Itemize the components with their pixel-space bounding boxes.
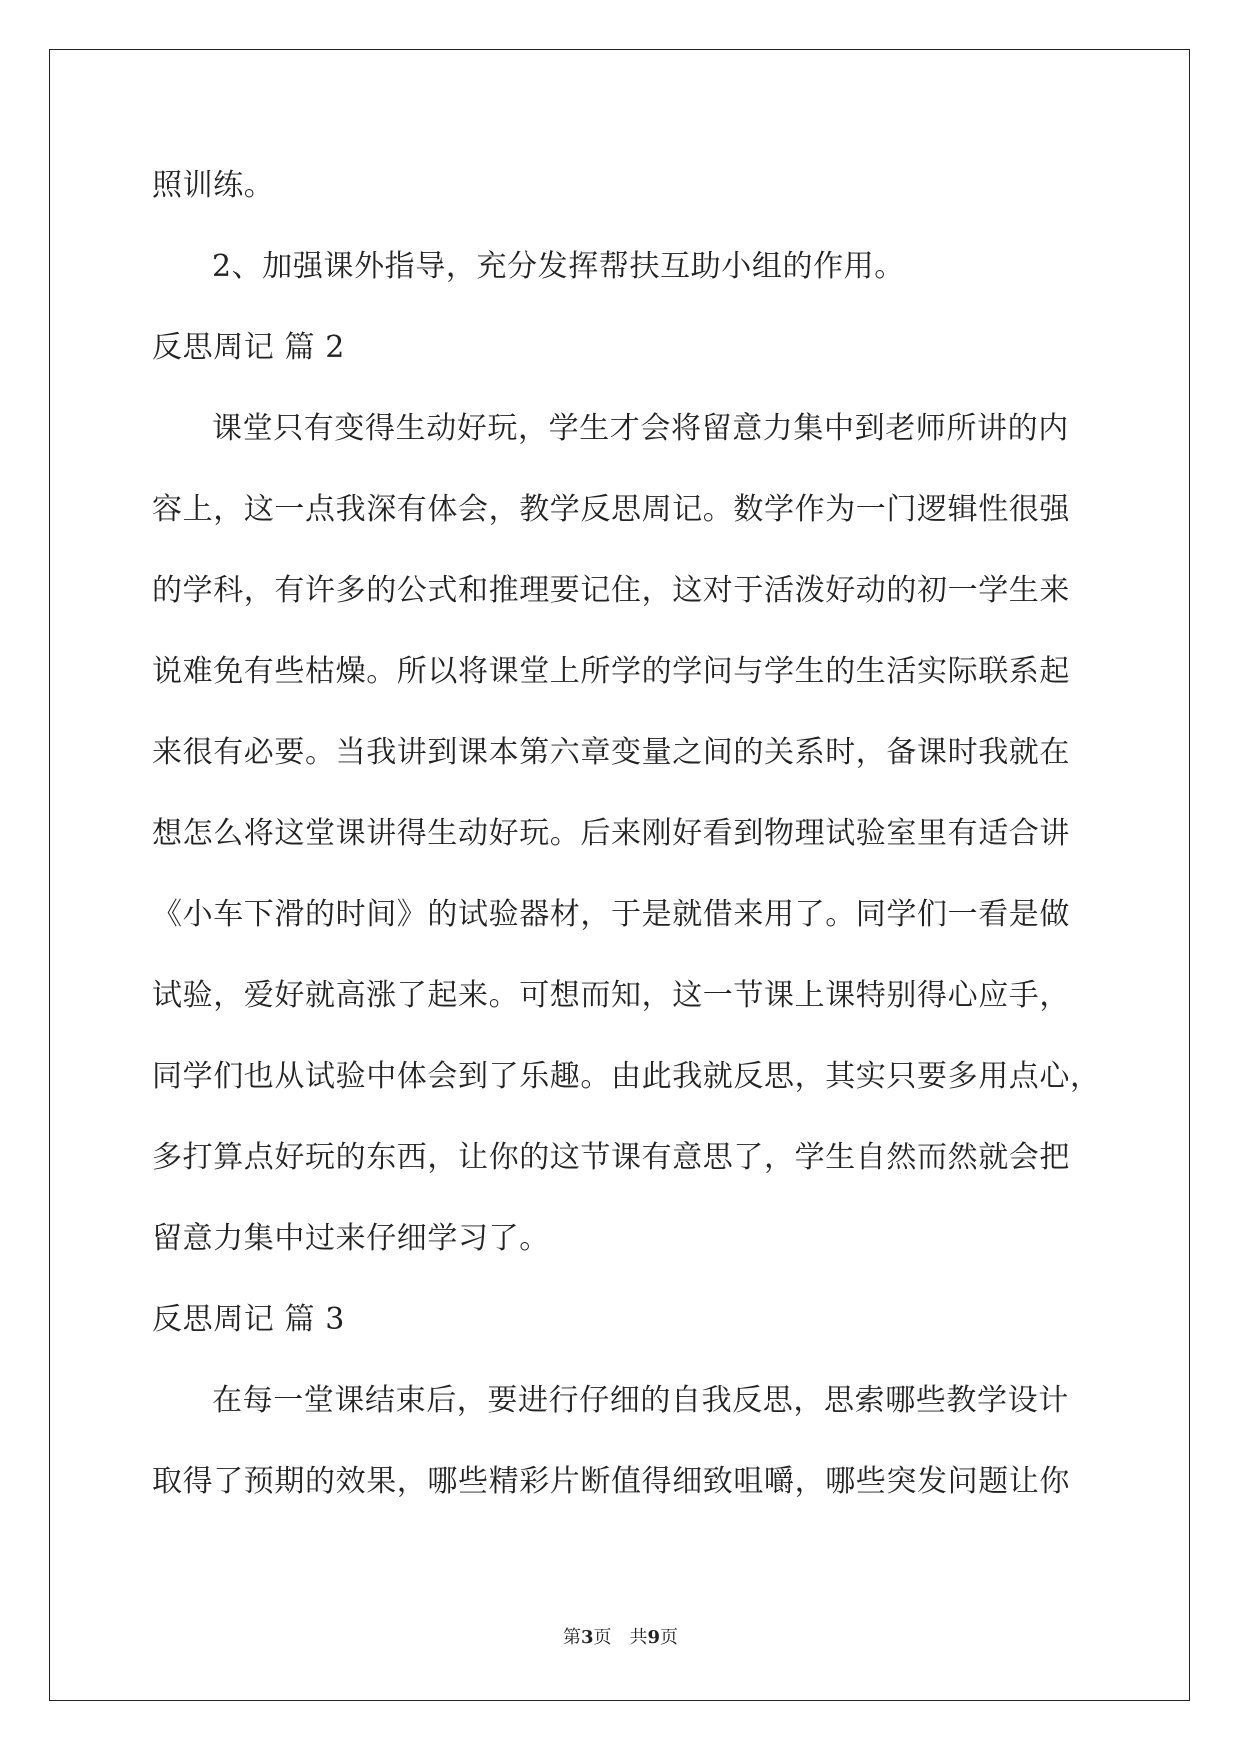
page-current-number: 3: [580, 1627, 594, 1648]
page-prefix: 第: [562, 1627, 581, 1648]
paragraph-line: 取得了预期的效果，哪些精彩片断值得细致咀嚼，哪些突发问题让你: [152, 1464, 1070, 1499]
paragraph-line: 在每一堂课结束后，要进行仔细的自我反思，思索哪些教学设计: [212, 1383, 1069, 1418]
paragraph-line: 说难免有些枯燥。所以将课堂上所学的学问与学生的生活实际联系起: [152, 654, 1070, 689]
page-suffix: 页: [660, 1627, 679, 1648]
page-mid: 页 共: [593, 1627, 648, 1648]
paragraph-line: 的学科，有许多的公式和推理要记住，这对于活泼好动的初一学生来: [152, 573, 1070, 608]
paragraph-line: 课堂只有变得生动好玩，学生才会将留意力集中到老师所讲的内: [212, 411, 1069, 446]
paragraph-line: 留意力集中过来仔细学习了。: [152, 1221, 550, 1256]
list-item-2: 2、加强课外指导，充分发挥帮扶互助小组的作用。: [212, 249, 905, 284]
paragraph-line: 同学们也从试验中体会到了乐趣。由此我就反思，其实只要多用点心，: [152, 1059, 1101, 1094]
paragraph-line: 《小车下滑的时间》的试验器材，于是就借来用了。同学们一看是做: [152, 897, 1070, 932]
paragraph-line: 多打算点好玩的东西，让你的这节课有意思了，学生自然而然就会把: [152, 1140, 1070, 1175]
paragraph-line: 容上，这一点我深有体会，教学反思周记。数学作为一门逻辑性很强: [152, 492, 1070, 527]
page-total-number: 9: [647, 1627, 661, 1648]
section-heading-2: 反思周记 篇 2: [152, 330, 345, 365]
section-heading-3: 反思周记 篇 3: [152, 1302, 345, 1337]
paragraph-line: 来很有必要。当我讲到课本第六章变量之间的关系时，备课时我就在: [152, 735, 1070, 770]
body-line-1: 照训练。: [152, 168, 275, 203]
page-footer: [0, 1626, 1241, 1650]
page-border: [49, 49, 1190, 1701]
paragraph-line: 想怎么将这堂课讲得生动好玩。后来刚好看到物理试验室里有适合讲: [152, 816, 1070, 851]
paragraph-line: 试验，爱好就高涨了起来。可想而知，这一节课上课特别得心应手，: [152, 978, 1070, 1013]
